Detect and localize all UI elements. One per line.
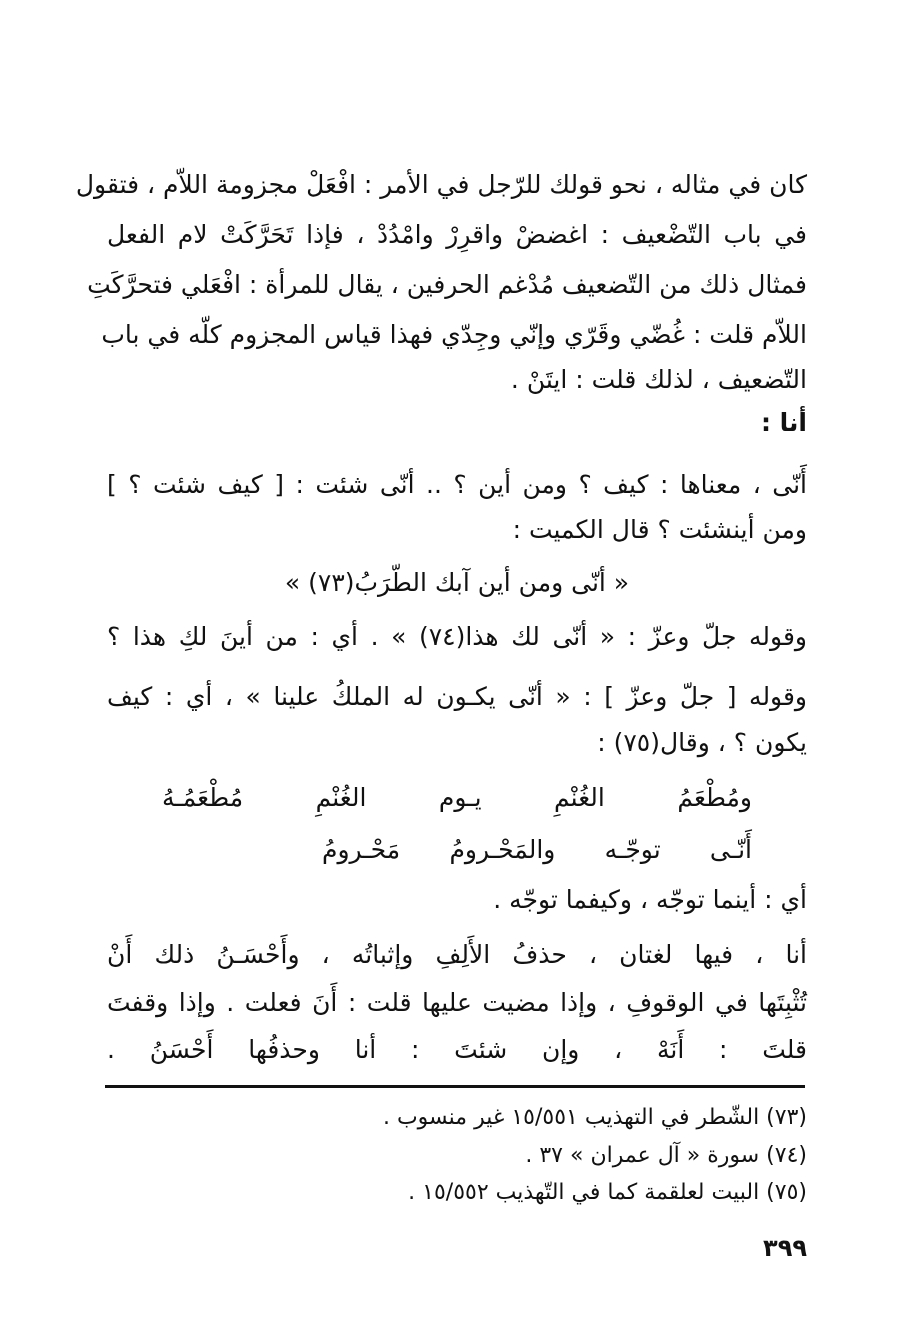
footnote: (٧٤) سورة « آل عمران » ٣٧ . [525,1143,807,1168]
verse-line: ومُطْعَمُ الغُنْمِ يـوم الغُنْمِ مُطْعَمُـهُ [162,783,752,812]
body-line: أي : أينما توجّه ، وكيفما توجّه . [493,885,807,914]
footnote: (٧٥) البيت لعلقمة كما في التّهذيب ١٥/٥٥٢ . [408,1180,807,1205]
body-line: اللاّم قلت : غُضّي وقَرّي وإنّي وجِدّي فهذا قياس المجزوم كلّه في باب [101,320,807,349]
body-line: وقوله [ جلّ وعزّ ] : « أنّى يكـون له الملكُ علينا » ، أي : كيف [107,682,807,711]
body-line: فمثال ذلك من التّضعيف مُدْغم الحرفين ، يقال للمرأة : افْعَلي فتحرَّكَتِ [87,270,807,299]
body-line: تُثْبِتَها في الوقوفِ ، وإذا مضيت عليها قلت : أَنَ فعلت . وإذا وقفتَ [107,988,807,1017]
body-line: قلتَ : أَنَهْ ، وإن شئتَ : أنا وحذفُها أَحْسَنُ . [107,1035,807,1064]
footnote-divider [105,1085,805,1088]
body-line: التّضعيف ، لذلك قلت : ايتَنْ . [510,365,807,394]
body-line: يكون ؟ ، وقال(٧٥) : [597,728,807,757]
body-line: كان في مثاله ، نحو قولك للرّجل في الأمر : افْعَلْ مجزومة اللاّم ، فتقول [75,170,807,199]
body-line: أَنّى ، معناها : كيف ؟ ومن أين ؟ .. أنّى شئت : [ كيف شئت ؟ ] [107,470,807,499]
section-heading: أنا : [760,408,807,437]
body-line: أنا ، فيها لغتان ، حذفُ الأَلِفِ وإثباتُه ، وأَحْسَـنُ ذلك أَنْ [107,940,807,969]
body-line: في باب التّضْعيف : اغضضْ واقرِرْ وامْدُدْ ، فإذا تَحَرَّكَتْ لام الفعل [107,220,807,249]
body-line: ومن أينشئت ؟ قال الكميت : [512,515,807,544]
quote-line: « أنّى ومن أين آبك الطّرَبُ(٧٣) » [284,568,630,597]
page-number: ٣٩٩ [763,1234,807,1262]
body-line: وقوله جلّ وعزّ : « أنّى لك هذا(٧٤) » . أي : من أينَ لكِ هذا ؟ [107,622,807,651]
verse-line: أَنّـى توجّـه والمَحْـرومُ مَحْـرومُ [322,835,752,864]
footnote: (٧٣) الشّطر في التهذيب ١٥/٥٥١ غير منسوب . [382,1105,807,1130]
